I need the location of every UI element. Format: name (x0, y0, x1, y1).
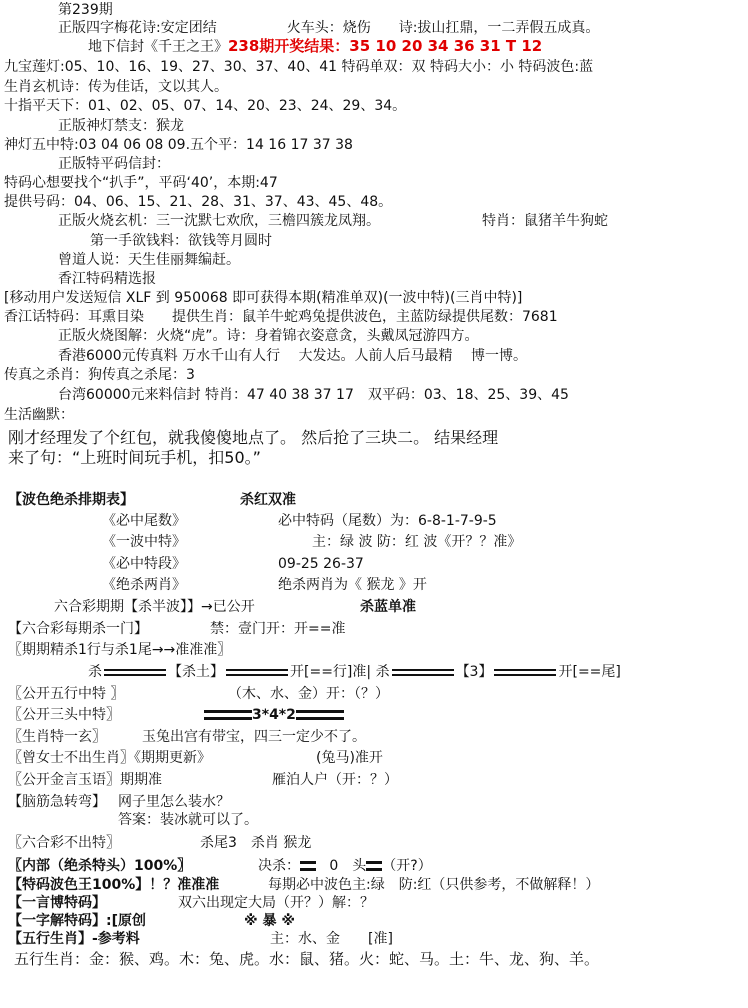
thick-rule (204, 710, 252, 720)
hk-6000-line: 香港6000元传真料 万水千山有人行 大发达。人前人后马最精 博一博。 (58, 348, 527, 364)
mrs-zeng-label: 〖曾女士不出生肖〗《期期更新》 (8, 750, 211, 766)
three-head-value: 3*4*2 (252, 707, 296, 723)
ten-fingers-line: 十指平天下：01、02、05、07、14、20、23、24、29、34。 (4, 98, 407, 114)
plum-poem-line: 正版四字梅花诗:安定团结 火车头：烧伤 诗:拔山扛鼎，一二弄假五成真。 (58, 20, 600, 36)
provided-numbers: 提供号码：04、06、15、21、28、31、37、43、45、48。 (4, 194, 393, 210)
sms-promo: [移动用户发送短信 XLF 到 950068 即可获得本期(精准单双)(一波中特)(三肖中特)] (4, 290, 523, 306)
thick-rule (366, 861, 382, 871)
kill-row-a: 杀 (88, 664, 102, 680)
inner-kill-value: 决杀： (258, 858, 300, 874)
kill-row (88, 664, 621, 680)
hk-selection-title: 香江特码精选报 (58, 271, 156, 287)
fire-picture-line: 正版火烧图解：火烧“虎”。诗：身着锦衣姿意贪，头戴凤冠游四方。 (58, 328, 479, 344)
kill-row-e: 【3】 (455, 664, 493, 680)
no-show-value: 杀尾3 杀肖 猴龙 (200, 835, 312, 851)
half-wave-line: 六合彩期期【杀半波】】→已公开 (54, 599, 255, 615)
secret-envelope-label: 地下信封《千王之王》 (88, 39, 228, 55)
three-head-row (204, 707, 344, 723)
kill-row-f: 开[==尾] (558, 664, 621, 680)
no-show-label: 〖六合彩不出特〗 (8, 835, 120, 851)
must-section-label: 《必中特段》 (102, 556, 186, 572)
hk-talk-line: 香江话特码：耳熏目染 提供生肖：鼠羊牛蛇鸡兔提供波色，主蓝防绿提供尾数：7681 (4, 309, 558, 325)
joke-line-2: 来了句：“上班时间玩手机，扣50。” (8, 448, 261, 467)
double-rule (104, 669, 166, 676)
fire-special-zodiac: 特肖：鼠猪羊牛狗蛇 (482, 213, 608, 229)
riddle-question: 网子里怎么装水？ (118, 794, 230, 810)
double-rule (494, 669, 556, 676)
thick-rule (300, 861, 316, 871)
kill-row-c: 开[==行]准| (290, 664, 372, 680)
issue-number: 第239期 (58, 2, 113, 18)
three-head-label: 〖公开三头中特〗 (8, 707, 120, 723)
five-element-value: （木、水、金）开：（？） (228, 686, 389, 702)
zodiac-one-value: 玉兔出宫有带宝，四三一定少不了。 (142, 729, 366, 745)
zodiac-one-label: 〖生肖特一玄〗 (8, 729, 106, 745)
humor-title: 生活幽默： (4, 407, 74, 423)
joke-line-1: 刚才经理发了个红包，就我傻傻地点了。 然后抢了三块二。 结果经理 (8, 428, 499, 447)
kill-two-label: 《绝杀两肖》 (102, 577, 186, 593)
one-wave-value: 主：绿 波 防：红 波《开？？准》 (312, 534, 522, 550)
kill-two-value: 绝杀两肖为《 猴龙 》开 (278, 577, 427, 593)
flat-code-letter: 正版特平码信封： (58, 156, 170, 172)
kill-red-label: 杀红双准 (240, 492, 296, 508)
riddle-label: 【脑筋急转弯】 (8, 794, 106, 810)
one-word-label: 【一言博特码】 (8, 895, 106, 911)
fire-xuanji: 正版火烧玄机：三一沈默七欢欣，三檐四簇龙凤翔。 (58, 213, 380, 229)
wave-table-title: 【波色绝杀排期表】 (8, 492, 134, 508)
once-said-line: 曾道人说：天生佳丽舞编赶。 (58, 252, 240, 268)
five-zodiac-label: 【五行生肖】-参考料 (8, 931, 140, 947)
nine-lamp-line: 九宝莲灯:05、10、16、19、27、30、37、40、41 特码单双：双 特码大小：小 特码波色:蓝 (4, 59, 594, 75)
five-zodiac-value: 主：水、金 [准] (270, 931, 393, 947)
must-tail-label: 《必中尾数》 (102, 513, 186, 529)
one-word-value: 双六出现定大局（开？）解：？ (178, 895, 374, 911)
thick-rule (296, 710, 344, 720)
inner-kill-head: 0 头 (329, 858, 367, 874)
fax-kill-line: 传真之杀肖：狗传真之杀尾：3 (4, 367, 195, 383)
one-char-value: ※ 暴 ※ (244, 913, 295, 929)
wave-king-value: 每期必中波色主:绿 防:红（只供参考，不做解释！） (268, 877, 600, 893)
golden-word-value: 雁泊人户（开：？） (272, 772, 398, 788)
double-rule (392, 669, 454, 676)
one-wave-label: 《一波中特》 (102, 534, 186, 550)
kill-line-tail: 〖期期精杀1行与杀1尾→→准准准〗 (8, 642, 232, 658)
first-hand-line: 第一手欲钱料：欲钱等月圆时 (90, 233, 272, 249)
five-element-label: 〖公开五行中特 〗 (8, 686, 125, 702)
result-line (88, 38, 542, 55)
wish-line: 特码心想要找个“扒手”，平码‘40’，本期:47 (4, 175, 278, 191)
must-tail-value: 必中特码（尾数）为：6-8-1-7-9-5 (278, 513, 497, 529)
forbidden-zodiac: 正版神灯禁支：猴龙 (58, 118, 184, 134)
inner-kill-label: 〖内部（绝杀特头）100%〗 (8, 858, 192, 874)
draw-result-banner: 238期开奖结果：35 10 20 34 36 31 T 12 (228, 37, 543, 55)
one-char-label: 【一字解特码】:[原创 (8, 913, 146, 929)
five-zodiac-list: 五行生肖：金：猴、鸡。木：兔、虎。水：鼠、猪。火：蛇、马。土：牛、龙、狗、羊。 (14, 950, 600, 968)
zodiac-xuanji: 生肖玄机诗：传为佳话，文以其人。 (4, 79, 228, 95)
god-lamp-line: 神灯五中特:03 04 06 08 09.五个平：14 16 17 37 38 (4, 137, 353, 153)
kill-row-d: 杀 (375, 664, 390, 680)
tw-60000-line: 台湾60000元来料信封 特肖：47 40 38 37 17 双平码：03、18、25、39、45 (58, 387, 569, 403)
wave-king-label: 【特码波色王100%】！？准准准 (8, 877, 220, 893)
must-section-value: 09-25 26-37 (278, 556, 364, 572)
kill-row-b: 【杀土】 (168, 664, 224, 680)
mrs-zeng-value: (兔马)准开 (316, 750, 383, 766)
riddle-answer: 答案：装冰就可以了。 (118, 812, 258, 828)
kill-one-door-label: 【六合彩每期杀一门】 (8, 621, 148, 637)
kill-one-door-value: 禁：壹门开：开==准 (210, 621, 346, 637)
golden-word-label: 〖公开金言玉语〗期期准 (8, 772, 162, 788)
kill-blue-label: 杀蓝单准 (360, 599, 416, 615)
inner-kill-row (258, 858, 432, 874)
inner-kill-open: （开?） (382, 858, 432, 874)
double-rule (226, 669, 288, 676)
